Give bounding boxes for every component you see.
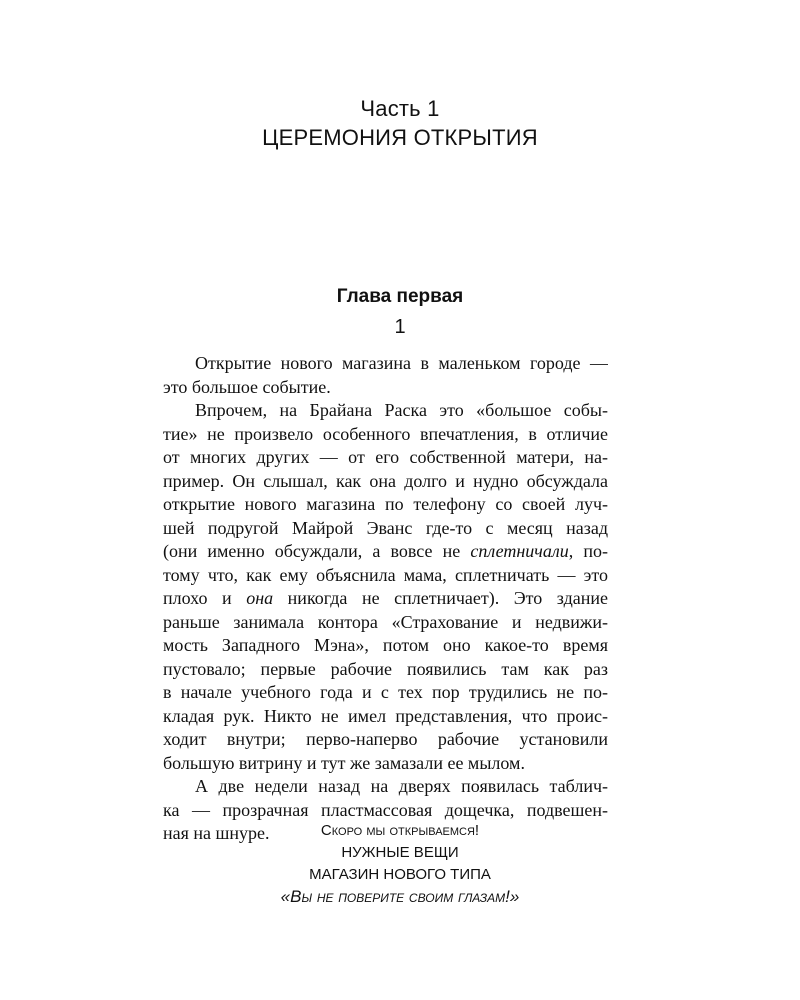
text-line: пустовало; первые рабочие появились там как раз — [163, 658, 608, 679]
text-segment: плохо и — [163, 588, 247, 608]
text-line — [163, 587, 608, 611]
text-line: ная на шнуре. — [163, 823, 270, 843]
chapter-title: Глава первая — [336, 286, 464, 307]
section-number: 1 — [394, 316, 406, 338]
body-text — [163, 352, 608, 846]
shop-sign-text — [0, 820, 800, 908]
text-line: в начале учебного года и с тех пор трудились не по- — [163, 682, 608, 702]
text-line: шей подругой Майрой Эванс где-то с месяц назад — [163, 517, 608, 538]
sign-line-shop-name: НУЖНЫЕ ВЕЩИ — [341, 844, 459, 861]
text-line: ходит внутри; перво-наперво рабочие установили — [163, 729, 608, 749]
text-line: Впрочем, на Брайана Раска это «большое собы- — [195, 400, 608, 420]
part-label: Часть 1 — [360, 96, 440, 121]
sign-line-shop-type: МАГАЗИН НОВОГО ТИПА — [309, 866, 491, 883]
text-segment: (они именно обсуждали, а вовсе не — [163, 541, 471, 561]
text-line — [163, 540, 608, 564]
text-line: тому что, как ему объяснила мама, сплетничать — это — [163, 564, 608, 585]
text-line: Открытие нового магазина в маленьком городе — — [195, 353, 608, 373]
sign-line-opening: Скоро мы открываемся! — [320, 822, 480, 839]
text-line: раньше занимала контора «Страхование и недвижи- — [163, 611, 608, 632]
text-line: кладая рук. Никто не имел представления, что проис- — [163, 705, 608, 726]
part-title: ЦЕРЕМОНИЯ ОТКРЫТИЯ — [262, 125, 538, 150]
text-line: ка — прозрачная пластмассовая дощечка, подвешен- — [163, 799, 608, 820]
italic-word: она — [246, 588, 274, 608]
text-line: от многих других — от его собственной матери, на- — [163, 447, 608, 467]
text-segment: , по- — [568, 541, 608, 561]
italic-word: сплетничали — [470, 541, 569, 561]
text-line: большую витрину и тут же замазали ее мылом. — [163, 752, 525, 773]
text-line: тие» не произвело особенного впечатления, в отличие — [163, 423, 608, 444]
text-line: мость Западного Мэна», потом оно какое-то время — [163, 635, 608, 655]
sign-line-slogan: «Вы не поверите своим глазам!» — [280, 887, 520, 906]
text-line: пример. Он слышал, как она долго и нудно обсуждала — [163, 470, 608, 491]
part-heading — [0, 94, 800, 152]
text-line: А две недели назад на дверях появилась таблич- — [195, 776, 608, 796]
text-line: открытие нового магазина по телефону со своей луч- — [163, 494, 608, 514]
text-segment: никогда не сплетничает). Это здание — [273, 588, 608, 608]
text-line: это большое событие. — [163, 376, 331, 397]
